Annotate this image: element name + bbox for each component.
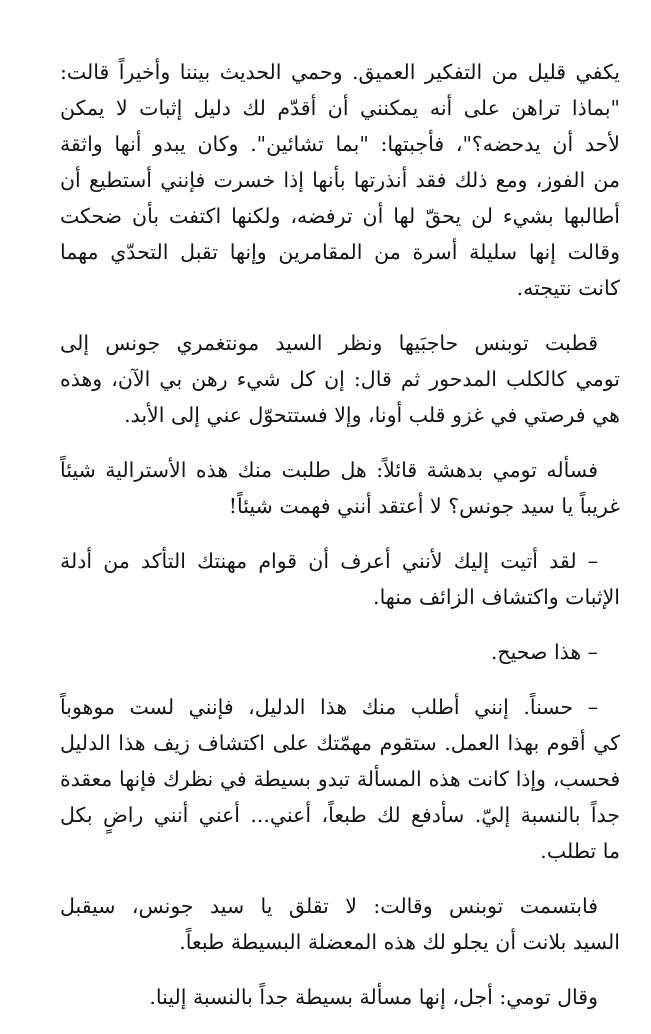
paragraph [60, 54, 620, 306]
text-line: الإثبات واكتشاف الزائف منها. [373, 585, 620, 609]
text-line: أطالبها بشيء لن يحقّ لها أن ترفضه، ولكنها اكتفت بأن ضحكت [60, 204, 620, 228]
text-line: من الفوز، ومع ذلك فقد أنذرتها بأنها إذا خسرت فإنني أستطيع أن [60, 168, 620, 192]
text-line: وقال تومي: أجل، إنها مسألة بسيطة جداً بالنسبة إلينا. [149, 985, 598, 1009]
book-page [60, 54, 620, 1034]
text-line: كانت نتيجته. [516, 276, 620, 300]
text-line: فسأله تومي بدهشة قائلاً: هل طلبت منك هذه الأسترالية شيئاً [60, 458, 598, 482]
text-line: لأحد أن يدحضه؟"، فأجبتها: "بما تشائين". وكان يبدو أنها واثقة [60, 132, 620, 156]
text-line: فحسب، وإذا كانت هذه المسألة تبدو بسيطة في نظرك فإنها معقدة [60, 767, 620, 791]
text-line: فابتسمت توبنس وقالت: لا تقلق يا سيد جونس، سيقبل [60, 894, 598, 918]
text-line: كي أقوم بهذا العمل. ستقوم مهمّتك على اكتشاف زيف هذا الدليل [60, 731, 620, 755]
text-line: – هذا صحيح. [490, 640, 598, 664]
text-line: غريباً يا سيد جونس؟ لا أعتقد أنني فهمت شيئاً! [228, 494, 620, 518]
text-line: هي فرصتي في غزو قلب أونا، وإلا فستتحوّل عني إلى الأبد. [124, 403, 620, 427]
text-line: السيد بلانت أن يجلو لك هذه المعضلة البسيطة طبعاً. [179, 930, 620, 954]
paragraph [60, 888, 620, 960]
paragraph [60, 634, 620, 670]
paragraph [60, 325, 620, 433]
paragraph [60, 979, 620, 1015]
text-line: يكفي قليل من التفكير العميق. وحمي الحديث بيننا وأخيراً قالت: [60, 60, 620, 84]
paragraph [60, 543, 620, 615]
text-line: – حسناً. إنني أطلب منك هذا الدليل، فإنني لست موهوباً [60, 695, 598, 719]
text-line: – لقد أتيت إليك لأنني أعرف أن قوام مهنتك التأكد من أدلة [60, 549, 598, 573]
text-line: ما تطلب. [540, 839, 620, 863]
paragraph [60, 689, 620, 869]
text-line: جداً بالنسبة إليّ. سأدفع لك طبعاً، أعني... أعني أنني راضٍ بكل [60, 803, 620, 827]
text-line: قطبت توبنس حاجبَيها ونظر السيد مونتغمري جونس إلى [60, 331, 598, 355]
paragraph [60, 452, 620, 524]
text-line: وقالت إنها سليلة أسرة من المقامرين وإنها تقبل التحدّي مهما [60, 240, 620, 264]
text-line: تومي كالكلب المدحور ثم قال: إن كل شيء رهن بي الآن، وهذه [60, 367, 620, 391]
text-line: "بماذا تراهن على أنه يمكنني أن أقدّم لك دليل إثبات لا يمكن [60, 96, 620, 120]
